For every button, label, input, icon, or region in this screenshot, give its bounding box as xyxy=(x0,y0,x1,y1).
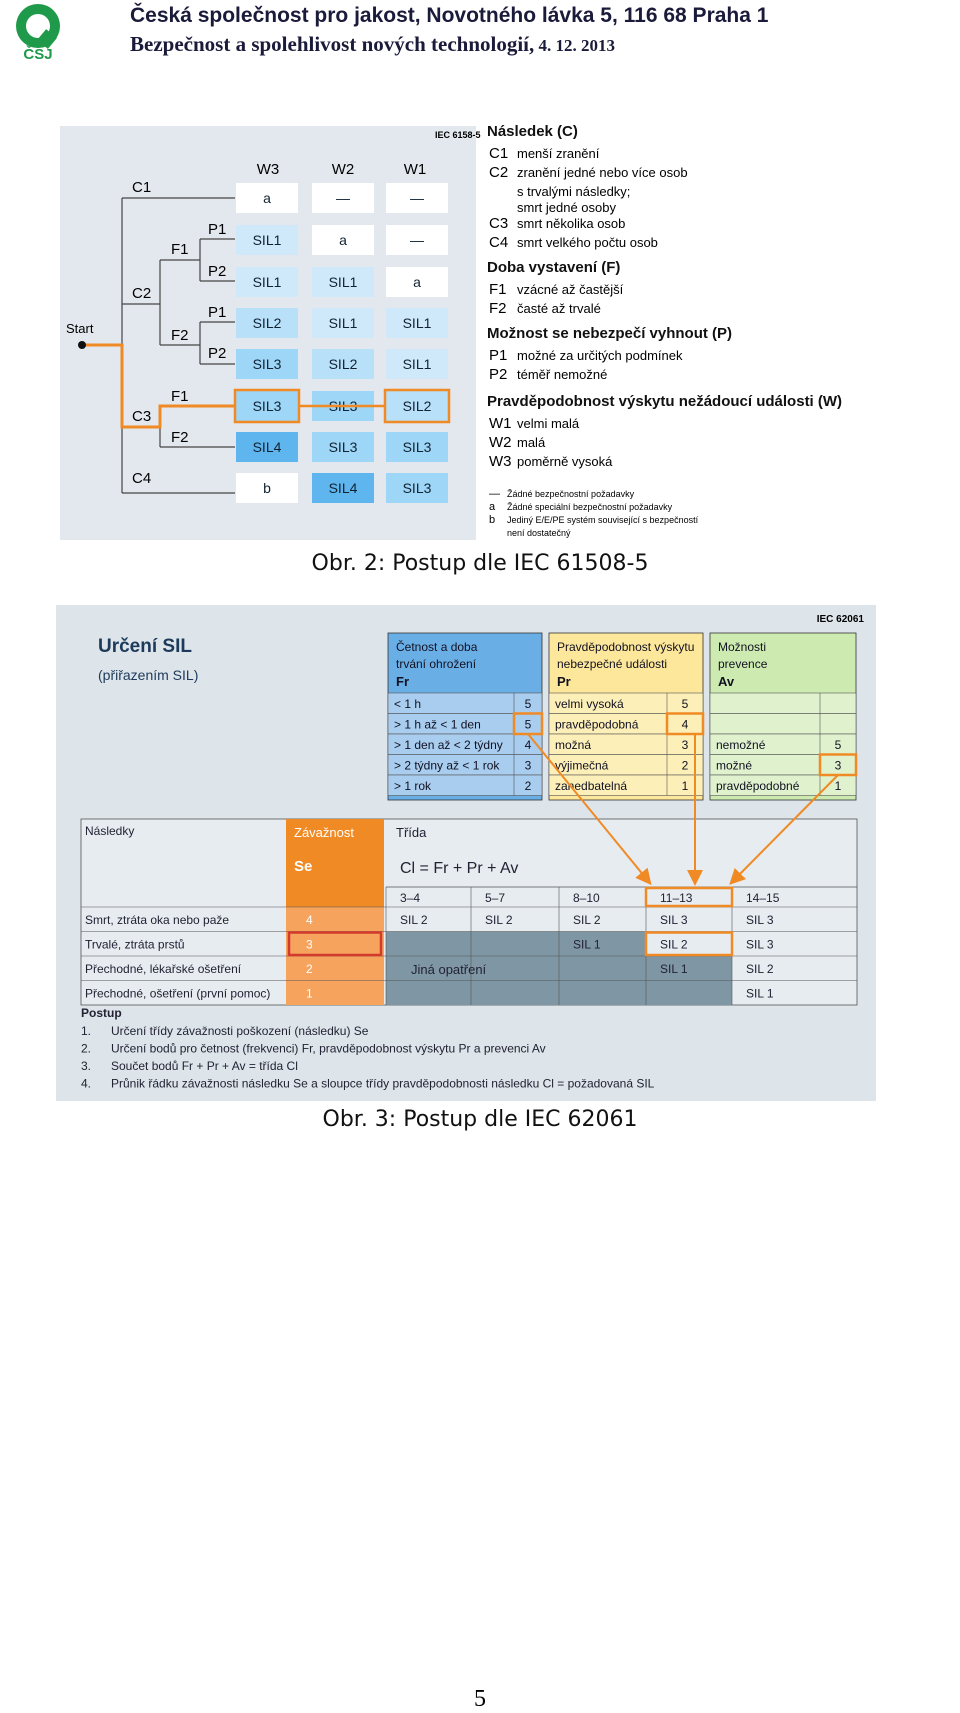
sil-value: SIL 2 xyxy=(400,913,428,927)
legend-value: smrt jedné osoby xyxy=(517,200,616,215)
score-value: 3 xyxy=(681,738,689,752)
legend-key: F2 xyxy=(489,300,507,317)
sil-cell-value: a xyxy=(339,232,347,248)
sil-cell-value: SIL3 xyxy=(328,439,358,455)
svg-text:Možnosti: Možnosti xyxy=(718,640,767,654)
legend-value: vzácné až častější xyxy=(517,282,624,297)
class-header: 3–4 xyxy=(400,891,421,905)
sil-value: SIL 3 xyxy=(746,937,774,952)
svg-text:Pr: Pr xyxy=(557,674,571,689)
legend-title: Pravděpodobnost výskytu nežádoucí události (W) xyxy=(487,393,843,410)
figure-iec-61508 xyxy=(60,123,843,596)
legend-value: Žádné speciální bezpečnostní požadavky xyxy=(507,502,673,512)
se-header: Se xyxy=(294,858,313,875)
postup-number: 4. xyxy=(81,1076,92,1091)
legend-key: C4 xyxy=(489,234,509,251)
class-header: 14–15 xyxy=(746,891,780,905)
score-label: pravděpodobné xyxy=(716,779,800,793)
svg-text:F2: F2 xyxy=(171,429,189,446)
legend-value: s trvalými následky; xyxy=(517,184,631,199)
other-measures-label: Jiná opatření xyxy=(411,962,487,977)
sil-cell-value: SIL1 xyxy=(252,274,282,290)
svg-text:P1: P1 xyxy=(208,304,227,321)
sil-value: SIL 3 xyxy=(660,913,688,927)
sil-value: SIL 2 xyxy=(660,937,688,952)
svg-text:Četnost a doba: Četnost a doba xyxy=(396,640,478,654)
legend-value: možné za určitých podmínek xyxy=(517,348,683,363)
se-value: 2 xyxy=(306,962,313,976)
sil-cell-value: b xyxy=(263,480,271,496)
legend-key: C1 xyxy=(489,145,509,162)
score-value: 3 xyxy=(834,758,842,773)
csj-logo xyxy=(6,2,70,62)
legend-key: W3 xyxy=(489,453,512,470)
consequence-label: Trvalé, ztráta prstů xyxy=(85,937,185,952)
legend-value: malá xyxy=(517,435,546,450)
sil-cell-value: SIL1 xyxy=(328,274,358,290)
sil-cell-value: SIL3 xyxy=(252,398,282,414)
sil-cell-value: SIL4 xyxy=(252,439,282,455)
sil-cell-value: SIL2 xyxy=(252,315,282,331)
consequence-label: Přechodné, ošetření (první pomoc) xyxy=(85,986,271,1001)
postup-step: Průnik řádku závažnosti následku Se a sloupce třídy pravděpodobnosti následku Cl = požadovaná SIL xyxy=(111,1076,655,1091)
score-label: > 1 den až < 2 týdny xyxy=(394,738,503,752)
svg-text:Fr: Fr xyxy=(396,674,409,689)
legend-key: W2 xyxy=(489,434,512,451)
svg-text:P2: P2 xyxy=(208,345,227,362)
score-label: > 1 rok xyxy=(394,779,432,793)
sil-cell-value: SIL4 xyxy=(328,480,358,496)
legend-value: zranění jedné nebo více osob xyxy=(517,165,688,180)
sil-cell-value: SIL1 xyxy=(252,232,282,248)
sil-cell-value: SIL1 xyxy=(328,315,358,331)
score-tables xyxy=(388,633,856,800)
score-value: 3 xyxy=(524,758,532,773)
postup-step: Určení třídy závažnosti poškození (následku) Se xyxy=(111,1024,369,1038)
score-label: pravděpodobná xyxy=(555,717,639,732)
class-header: 8–10 xyxy=(573,891,600,905)
fig2-subtitle: (přiřazením SIL) xyxy=(98,667,199,683)
sil-cell-value: — xyxy=(410,232,424,248)
fig2-standard: IEC 62061 xyxy=(816,614,864,625)
nasledky-header: Následky xyxy=(85,824,135,838)
score-value: 4 xyxy=(524,738,532,752)
postup-title: Postup xyxy=(81,1006,122,1020)
cl-formula: Cl = Fr + Pr + Av xyxy=(400,860,519,877)
postup-step: Součet bodů Fr + Pr + Av = třída Cl xyxy=(111,1059,298,1073)
consequence-label: Smrt, ztráta oka nebo paže xyxy=(85,913,230,927)
score-label: < 1 h xyxy=(394,697,422,711)
score-value: 2 xyxy=(681,758,689,773)
sil-value: SIL 2 xyxy=(746,962,774,976)
svg-text:C4: C4 xyxy=(132,470,152,487)
score-value: 5 xyxy=(834,738,842,752)
postup-number: 3. xyxy=(81,1059,92,1073)
fig1-caption: Obr. 2: Postup dle IEC 61508-5 xyxy=(311,551,649,576)
legend-value: není dostatečný xyxy=(507,528,571,538)
legend-value: Jediný E/E/PE systém související s bezpečností xyxy=(507,515,699,525)
postup-number: 2. xyxy=(81,1041,92,1056)
legend-key: — xyxy=(489,488,500,500)
svg-text:trvání ohrožení: trvání ohrožení xyxy=(396,657,477,671)
se-value: 1 xyxy=(306,986,313,1001)
sil-cell-value: SIL2 xyxy=(328,356,358,372)
class-header: 5–7 xyxy=(485,891,506,905)
legend-value: poměrně vysoká xyxy=(517,454,613,469)
score-value: 2 xyxy=(524,779,532,793)
legend-key: b xyxy=(489,514,496,526)
score-label: možná xyxy=(555,738,592,752)
zavaznost-header: Závažnost xyxy=(294,825,354,840)
trida-header: Třída xyxy=(396,825,427,840)
score-label: nemožné xyxy=(716,738,766,752)
svg-text:Av: Av xyxy=(718,674,735,689)
postup-step: Určení bodů pro četnost (frekvenci) Fr, pravděpodobnost výskytu Pr a prevenci Av xyxy=(111,1041,546,1056)
svg-text:prevence: prevence xyxy=(718,657,768,671)
sil-cell-value: SIL1 xyxy=(402,356,432,372)
sil-cell-value: — xyxy=(410,190,424,206)
score-label: možné xyxy=(716,758,753,773)
legend-key: C3 xyxy=(489,215,509,232)
score-value: 5 xyxy=(681,697,689,711)
svg-text:C1: C1 xyxy=(132,179,152,196)
score-label: zanedbatelná xyxy=(555,779,628,793)
legend-value: velmi malá xyxy=(517,416,580,431)
sil-cell-value: SIL3 xyxy=(252,356,282,372)
logo-text: ČSJ xyxy=(23,46,53,63)
se-value: 4 xyxy=(306,913,313,927)
sil-table xyxy=(81,819,857,1005)
w1-header: W1 xyxy=(403,161,427,178)
score-value: 1 xyxy=(834,779,842,793)
legend-value: Žádné bezpečnostní požadavky xyxy=(507,489,635,499)
header-date: 4. 12. 2013 xyxy=(534,36,616,55)
svg-text:Pravděpodobnost výskytu: Pravděpodobnost výskytu xyxy=(557,640,695,654)
score-row xyxy=(710,714,856,735)
legend-value: téměř nemožné xyxy=(517,367,608,382)
page-number: 5 xyxy=(474,1686,486,1712)
svg-text:C3: C3 xyxy=(132,408,152,425)
sil-value: SIL 2 xyxy=(573,913,601,927)
fig1-legend xyxy=(487,123,842,538)
start-dot xyxy=(78,341,86,349)
legend-value: smrt několika osob xyxy=(517,216,626,231)
sil-cell-value: SIL3 xyxy=(328,398,358,414)
sil-cell-value: SIL3 xyxy=(402,480,432,496)
consequence-label: Přechodné, lékařské ošetření xyxy=(85,962,242,976)
sil-cell-value: SIL3 xyxy=(402,439,432,455)
sil-value: SIL 2 xyxy=(485,913,513,927)
w3-header: W3 xyxy=(256,161,280,178)
score-value: 1 xyxy=(681,779,689,793)
sil-cell-value: — xyxy=(336,190,350,206)
sil-cell-value: SIL1 xyxy=(402,315,432,331)
legend-key: P1 xyxy=(489,347,508,364)
figure-iec-62061 xyxy=(56,605,876,1101)
svg-text:nebezpečné události: nebezpečné události xyxy=(557,657,668,671)
legend-key: F1 xyxy=(489,281,507,298)
sil-cell-value: a xyxy=(413,274,421,290)
class-header: 11–13 xyxy=(660,891,693,905)
sil-value: SIL 3 xyxy=(746,913,774,927)
legend-value: časté až trvalé xyxy=(517,301,601,316)
fig2-title: Určení SIL xyxy=(98,636,192,657)
score-label: > 1 h až < 1 den xyxy=(394,717,481,732)
legend-title: Následek (C) xyxy=(487,123,578,140)
header-title: Bezpečnost a spolehlivost nových technologií, xyxy=(130,32,535,56)
header-line2 xyxy=(130,32,615,57)
header-line1: Česká společnost pro jakost, Novotného lávka 5, 116 68 Praha 1 xyxy=(130,4,769,27)
sil-value: SIL 1 xyxy=(573,937,601,952)
legend-title: Doba vystavení (F) xyxy=(487,259,621,276)
legend-key: W1 xyxy=(489,415,512,432)
score-label: velmi vysoká xyxy=(555,697,624,711)
legend-value: menší zranění xyxy=(517,146,600,161)
legend-title: Možnost se nebezpečí vyhnout (P) xyxy=(487,325,733,342)
sil-value: SIL 1 xyxy=(746,986,774,1001)
svg-text:C2: C2 xyxy=(132,285,152,302)
sil-cell-value: SIL2 xyxy=(402,398,432,414)
fig2-caption: Obr. 3: Postup dle IEC 62061 xyxy=(322,1107,638,1132)
score-value: 5 xyxy=(524,697,532,711)
legend-key: C2 xyxy=(489,164,509,181)
se-value: 3 xyxy=(306,937,313,952)
fig1-standard: IEC 6158-5 xyxy=(435,130,481,140)
svg-text:F2: F2 xyxy=(171,327,189,344)
postup-number: 1. xyxy=(81,1024,92,1038)
svg-text:F1: F1 xyxy=(171,388,189,405)
svg-text:P1: P1 xyxy=(208,221,227,238)
w2-header: W2 xyxy=(331,161,355,178)
score-value: 4 xyxy=(681,717,689,732)
legend-value: smrt velkého počtu osob xyxy=(517,235,658,250)
score-value: 5 xyxy=(524,717,532,732)
svg-text:P2: P2 xyxy=(208,263,227,280)
svg-text:F1: F1 xyxy=(171,241,189,258)
start-label: Start xyxy=(66,321,94,336)
legend-key: P2 xyxy=(489,366,508,383)
score-label: výjimečná xyxy=(555,758,609,773)
sil-value: SIL 1 xyxy=(660,962,688,976)
sil-cell-value: a xyxy=(263,190,271,206)
score-label: > 2 týdny až < 1 rok xyxy=(394,758,500,773)
score-row xyxy=(710,693,856,714)
legend-key: a xyxy=(489,501,496,513)
